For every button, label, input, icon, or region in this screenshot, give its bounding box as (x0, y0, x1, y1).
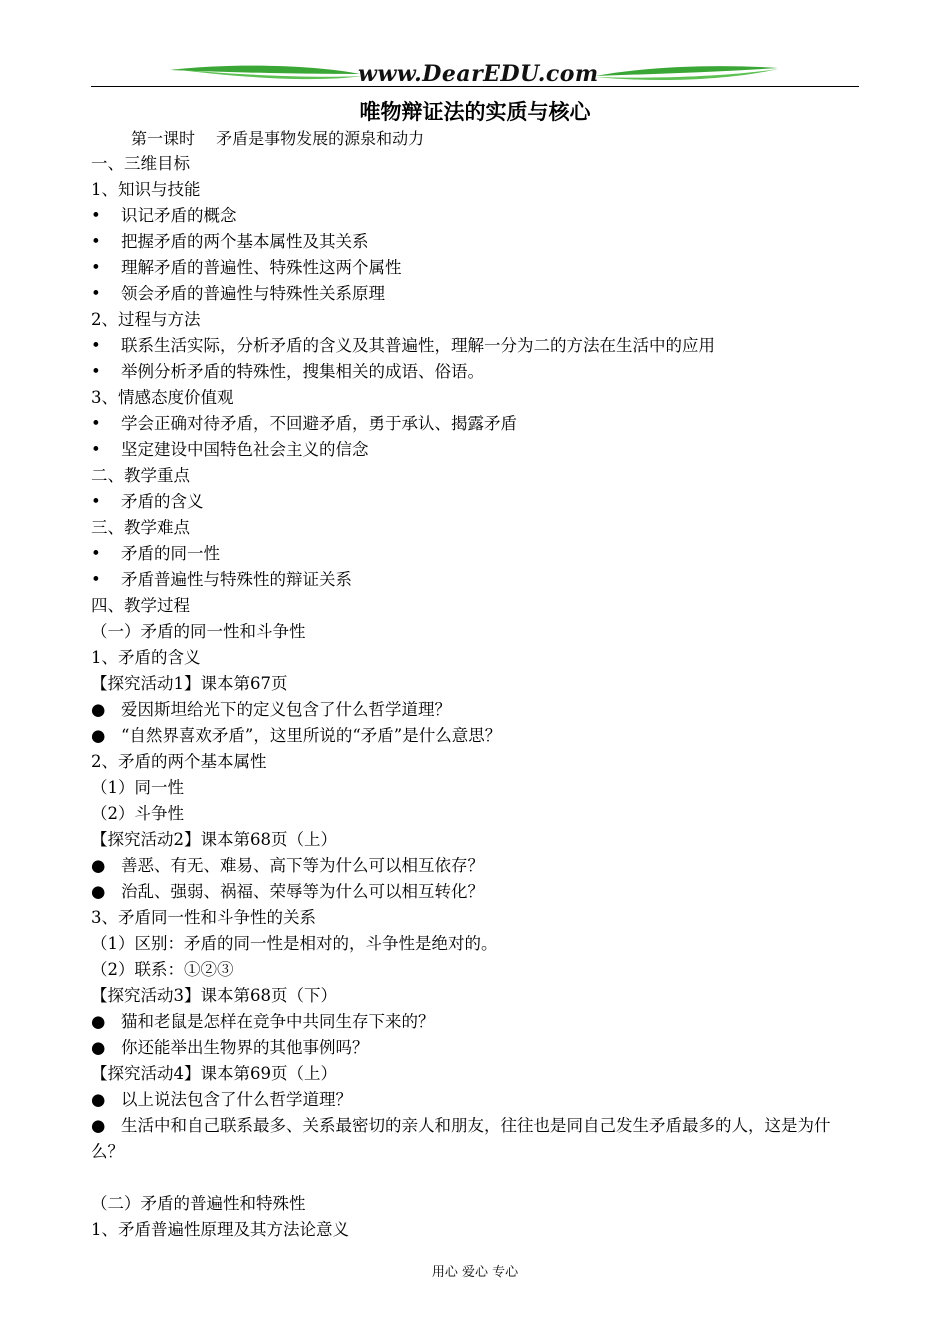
bullet-circle-icon: ● (91, 856, 106, 875)
line-text: （1）同一性 (91, 778, 184, 797)
text-line (91, 619, 863, 645)
line-text: （二）矛盾的普遍性和特殊性 (91, 1194, 306, 1213)
list-item (91, 203, 863, 229)
line-text: 学会正确对待矛盾，不回避矛盾，勇于承认、揭露矛盾 (121, 414, 517, 433)
text-line (91, 1191, 863, 1217)
line-text: 识记矛盾的概念 (121, 206, 237, 225)
line-text: 坚定建设中国特色社会主义的信念 (121, 440, 369, 459)
text-line (91, 151, 863, 177)
list-item (91, 567, 863, 593)
line-text: “自然界喜欢矛盾”，这里所说的“矛盾”是什么意思？ (121, 726, 502, 745)
line-text: 把握矛盾的两个基本属性及其关系 (121, 232, 369, 251)
text-line (91, 1217, 863, 1243)
text-line (91, 515, 863, 541)
line-text: 2、过程与方法 (91, 310, 201, 329)
text-line (91, 775, 863, 801)
bullet-dot-icon: • (91, 232, 101, 251)
text-line (91, 957, 863, 983)
line-text: 举例分析矛盾的特殊性，搜集相关的成语、俗语。 (121, 362, 484, 381)
text-line (91, 463, 863, 489)
header-banner (0, 52, 950, 100)
line-text: 【探究活动3】课本第68页（下） (91, 986, 337, 1005)
line-text: 领会矛盾的普遍性与特殊性关系原理 (121, 284, 385, 303)
bullet-dot-icon: • (91, 440, 101, 459)
bullet-dot-icon: • (91, 544, 101, 563)
line-text: 猫和老鼠是怎样在竞争中共同生存下来的？ (121, 1012, 435, 1031)
bullet-circle-icon: ● (91, 1012, 106, 1031)
line-text: 【探究活动1】课本第67页 (91, 674, 288, 693)
line-text: 治乱、强弱、祸福、荣辱等为什么可以相互转化？ (121, 882, 484, 901)
list-item (91, 1009, 863, 1035)
list-item (91, 1113, 863, 1165)
line-text: 四、教学过程 (91, 596, 190, 615)
line-text: 1、矛盾的含义 (91, 648, 201, 667)
bullet-circle-icon: ● (91, 882, 106, 901)
list-item (91, 541, 863, 567)
list-item (91, 697, 863, 723)
line-text: （一）矛盾的同一性和斗争性 (91, 622, 306, 641)
text-line (91, 307, 863, 333)
text-line (91, 593, 863, 619)
text-line (91, 983, 863, 1009)
text-line (91, 931, 863, 957)
line-text: 2、矛盾的两个基本属性 (91, 752, 267, 771)
bullet-dot-icon: • (91, 570, 101, 589)
text-line (91, 1061, 863, 1087)
bullet-dot-icon: • (91, 414, 101, 433)
blank-line (91, 1165, 863, 1191)
bullet-dot-icon: • (91, 492, 101, 511)
text-line (91, 827, 863, 853)
bullet-circle-icon: ● (91, 1090, 106, 1109)
text-line (91, 905, 863, 931)
list-item (91, 281, 863, 307)
list-item (91, 489, 863, 515)
line-text: 爱因斯坦给光下的定义包含了什么哲学道理？ (121, 700, 451, 719)
line-text: 联系生活实际，分析矛盾的含义及其普遍性，理解一分为二的方法在生活中的应用 (121, 336, 715, 355)
bullet-circle-icon: ● (91, 1038, 106, 1057)
line-text: （1）区别：矛盾的同一性是相对的，斗争性是绝对的。 (91, 934, 498, 953)
page-footer: 用心 爱心 专心 (431, 1265, 519, 1280)
page-title: 唯物辩证法的实质与核心 (359, 100, 591, 124)
line-text: 1、矛盾普遍性原理及其方法论意义 (91, 1220, 349, 1239)
lesson-subtitle: 第一课时 矛盾是事物发展的源泉和动力 (131, 129, 425, 148)
line-text: 以上说法包含了什么哲学道理？ (121, 1090, 352, 1109)
line-text: 3、矛盾同一性和斗争性的关系 (91, 908, 316, 927)
line-text: 你还能举出生物界的其他事例吗？ (121, 1038, 369, 1057)
list-item (91, 411, 863, 437)
text-line (91, 385, 863, 411)
line-text: 一、三维目标 (91, 154, 190, 173)
list-item (91, 359, 863, 385)
line-text: 【探究活动4】课本第69页（上） (91, 1064, 337, 1083)
bullet-dot-icon: • (91, 336, 101, 355)
line-text: 三、教学难点 (91, 518, 190, 537)
list-item (91, 437, 863, 463)
line-text: 理解矛盾的普遍性、特殊性这两个属性 (121, 258, 402, 277)
header-rule (91, 86, 859, 87)
text-line (91, 671, 863, 697)
line-text: 矛盾普遍性与特殊性的辩证关系 (121, 570, 352, 589)
line-text: 善恶、有无、难易、高下等为什么可以相互依存？ (121, 856, 484, 875)
line-text: 矛盾的同一性 (121, 544, 220, 563)
line-text: （2）联系：①②③ (91, 960, 234, 979)
line-text: 矛盾的含义 (121, 492, 204, 511)
list-item (91, 723, 863, 749)
text-line (91, 749, 863, 775)
line-text: 【探究活动2】课本第68页（上） (91, 830, 337, 849)
list-item (91, 879, 863, 905)
bullet-circle-icon: ● (91, 726, 106, 745)
bullet-dot-icon: • (91, 284, 101, 303)
line-text: 1、知识与技能 (91, 180, 201, 199)
bullet-dot-icon: • (91, 362, 101, 381)
line-text: （2）斗争性 (91, 804, 184, 823)
list-item (91, 1035, 863, 1061)
text-line (91, 645, 863, 671)
site-url[interactable]: www.DearEDU.com (358, 61, 599, 87)
list-item (91, 853, 863, 879)
bullet-circle-icon: ● (91, 700, 106, 719)
text-line (91, 177, 863, 203)
line-text: 二、教学重点 (91, 466, 190, 485)
line-text: 3、情感态度价值观 (91, 388, 234, 407)
document-body (91, 151, 863, 1243)
list-item (91, 333, 863, 359)
text-line (91, 801, 863, 827)
bullet-dot-icon: • (91, 258, 101, 277)
list-item (91, 255, 863, 281)
list-item (91, 1087, 863, 1113)
line-text: 生活中和自己联系最多、关系最密切的亲人和朋友，往往也是同自己发生矛盾最多的人，这是为什么？ (91, 1116, 831, 1161)
bullet-circle-icon: ● (91, 1116, 106, 1135)
bullet-dot-icon: • (91, 206, 101, 225)
list-item (91, 229, 863, 255)
